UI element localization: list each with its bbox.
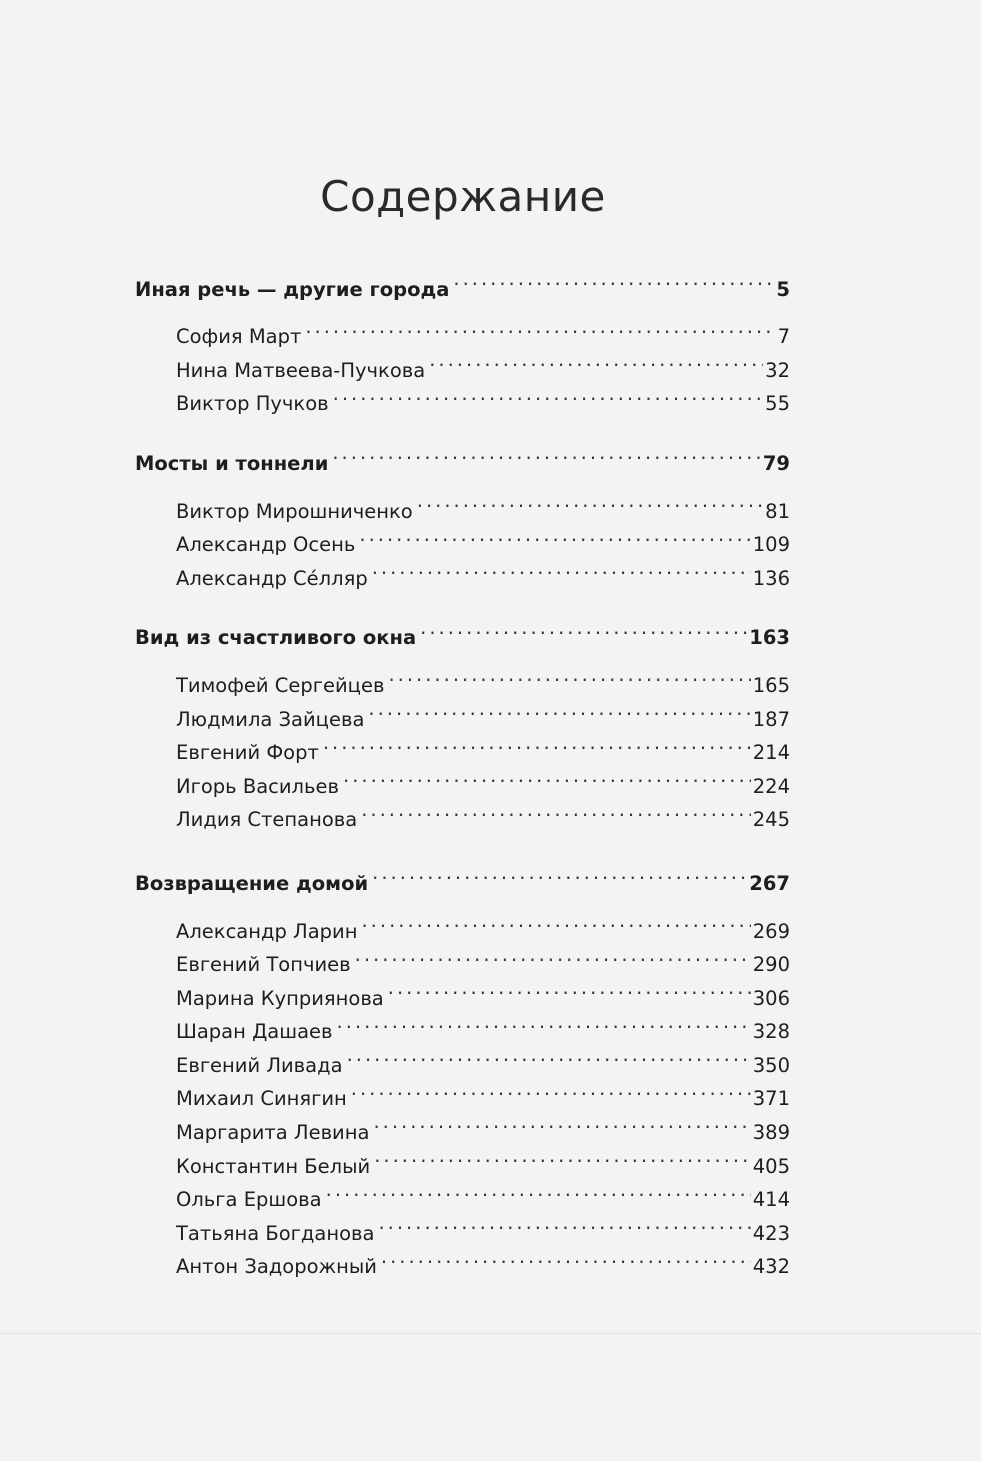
author-name: Александр Се́лляр xyxy=(176,566,368,590)
dot-leader xyxy=(326,1173,751,1207)
dot-leader xyxy=(332,436,761,470)
dot-leader xyxy=(305,310,775,344)
toc-section xyxy=(135,262,790,416)
dot-leader xyxy=(453,262,774,296)
author-name: Евгений Ливада xyxy=(176,1053,343,1077)
page-number: 214 xyxy=(752,741,790,765)
section-title: Иная речь — другие города xyxy=(135,277,450,301)
page-number: 405 xyxy=(752,1154,790,1178)
author-name: Александр Осень xyxy=(176,533,356,557)
author-name: Антон Задорожный xyxy=(176,1255,377,1279)
toc-section-heading[interactable] xyxy=(135,436,790,475)
page-number: 165 xyxy=(752,673,790,697)
dot-leader xyxy=(333,377,764,411)
page-number: 371 xyxy=(752,1087,790,1111)
toc-section-heading[interactable] xyxy=(135,611,790,650)
section-title: Вид из счастливого окна xyxy=(135,626,417,650)
page-number: 306 xyxy=(752,986,790,1010)
author-name: Людмила Зайцева xyxy=(176,707,365,731)
author-name: Ольга Ершова xyxy=(176,1188,322,1212)
author-name: Евгений Форт xyxy=(176,741,319,765)
author-name: Шаран Дашаев xyxy=(176,1020,333,1044)
page-number: 7 xyxy=(777,325,790,349)
dot-leader xyxy=(372,856,747,890)
page-number: 267 xyxy=(749,871,790,895)
toc-entry[interactable] xyxy=(135,658,790,697)
dot-leader xyxy=(374,1139,751,1173)
dot-leader xyxy=(359,518,750,552)
dot-leader xyxy=(373,1105,750,1139)
dot-leader xyxy=(417,484,763,518)
author-name: Константин Белый xyxy=(176,1154,371,1178)
dot-leader xyxy=(343,759,751,793)
author-name: Евгений Топчиев xyxy=(176,953,351,977)
dot-leader xyxy=(323,726,751,760)
author-name: Виктор Пучков xyxy=(176,392,329,416)
author-name: София Март xyxy=(176,325,302,349)
author-name: Игорь Васильев xyxy=(176,774,339,798)
toc-entry[interactable] xyxy=(135,310,790,349)
author-name: Татьяна Богданова xyxy=(176,1221,375,1245)
section-title: Возвращение домой xyxy=(135,871,369,895)
dot-leader xyxy=(351,1072,751,1106)
page-number: 81 xyxy=(765,499,790,523)
table-of-contents xyxy=(135,262,790,1299)
page-number: 423 xyxy=(752,1221,790,1245)
dot-leader xyxy=(361,793,751,827)
page-number: 79 xyxy=(762,451,790,475)
page-number: 163 xyxy=(749,626,790,650)
author-name: Михаил Синягин xyxy=(176,1087,347,1111)
page-edge-line xyxy=(0,1333,981,1334)
page-number: 187 xyxy=(752,707,790,731)
author-name: Александр Ларин xyxy=(176,919,358,943)
page-number: 290 xyxy=(752,953,790,977)
toc-section xyxy=(135,856,790,1279)
toc-entry[interactable] xyxy=(135,484,790,523)
page-number: 414 xyxy=(752,1188,790,1212)
dot-leader xyxy=(368,692,750,726)
dot-leader xyxy=(388,658,750,692)
dot-leader xyxy=(347,1038,751,1072)
page-number: 269 xyxy=(752,919,790,943)
author-name: Тимофей Сергейцев xyxy=(176,673,385,697)
dot-leader xyxy=(361,904,750,938)
dot-leader xyxy=(420,611,747,645)
author-name: Виктор Мирошниченко xyxy=(176,499,413,523)
toc-section xyxy=(135,611,790,832)
page-number: 432 xyxy=(752,1255,790,1279)
page-number: 389 xyxy=(752,1121,790,1145)
toc-entry[interactable] xyxy=(135,904,790,943)
page-title: Содержание xyxy=(320,172,606,221)
page-number: 5 xyxy=(776,277,790,301)
page-number: 136 xyxy=(752,566,790,590)
page-number: 109 xyxy=(752,533,790,557)
page-number: 55 xyxy=(765,392,790,416)
author-name: Маргарита Левина xyxy=(176,1121,370,1145)
author-name: Марина Куприянова xyxy=(176,986,384,1010)
author-name: Нина Матвеева-Пучкова xyxy=(176,358,426,382)
dot-leader xyxy=(378,1206,750,1240)
dot-leader xyxy=(355,938,751,972)
author-name: Лидия Степанова xyxy=(176,808,358,832)
toc-section xyxy=(135,436,790,590)
dot-leader xyxy=(381,1240,751,1274)
page-number: 224 xyxy=(752,774,790,798)
page-number: 245 xyxy=(752,808,790,832)
page-number: 350 xyxy=(752,1053,790,1077)
page-number: 328 xyxy=(752,1020,790,1044)
toc-section-heading[interactable] xyxy=(135,262,790,301)
dot-leader xyxy=(388,971,751,1005)
section-title: Мосты и тоннели xyxy=(135,451,329,475)
dot-leader xyxy=(372,551,751,585)
page-number: 32 xyxy=(765,358,790,382)
dot-leader xyxy=(429,343,763,377)
toc-section-heading[interactable] xyxy=(135,856,790,895)
dot-leader xyxy=(337,1005,751,1039)
